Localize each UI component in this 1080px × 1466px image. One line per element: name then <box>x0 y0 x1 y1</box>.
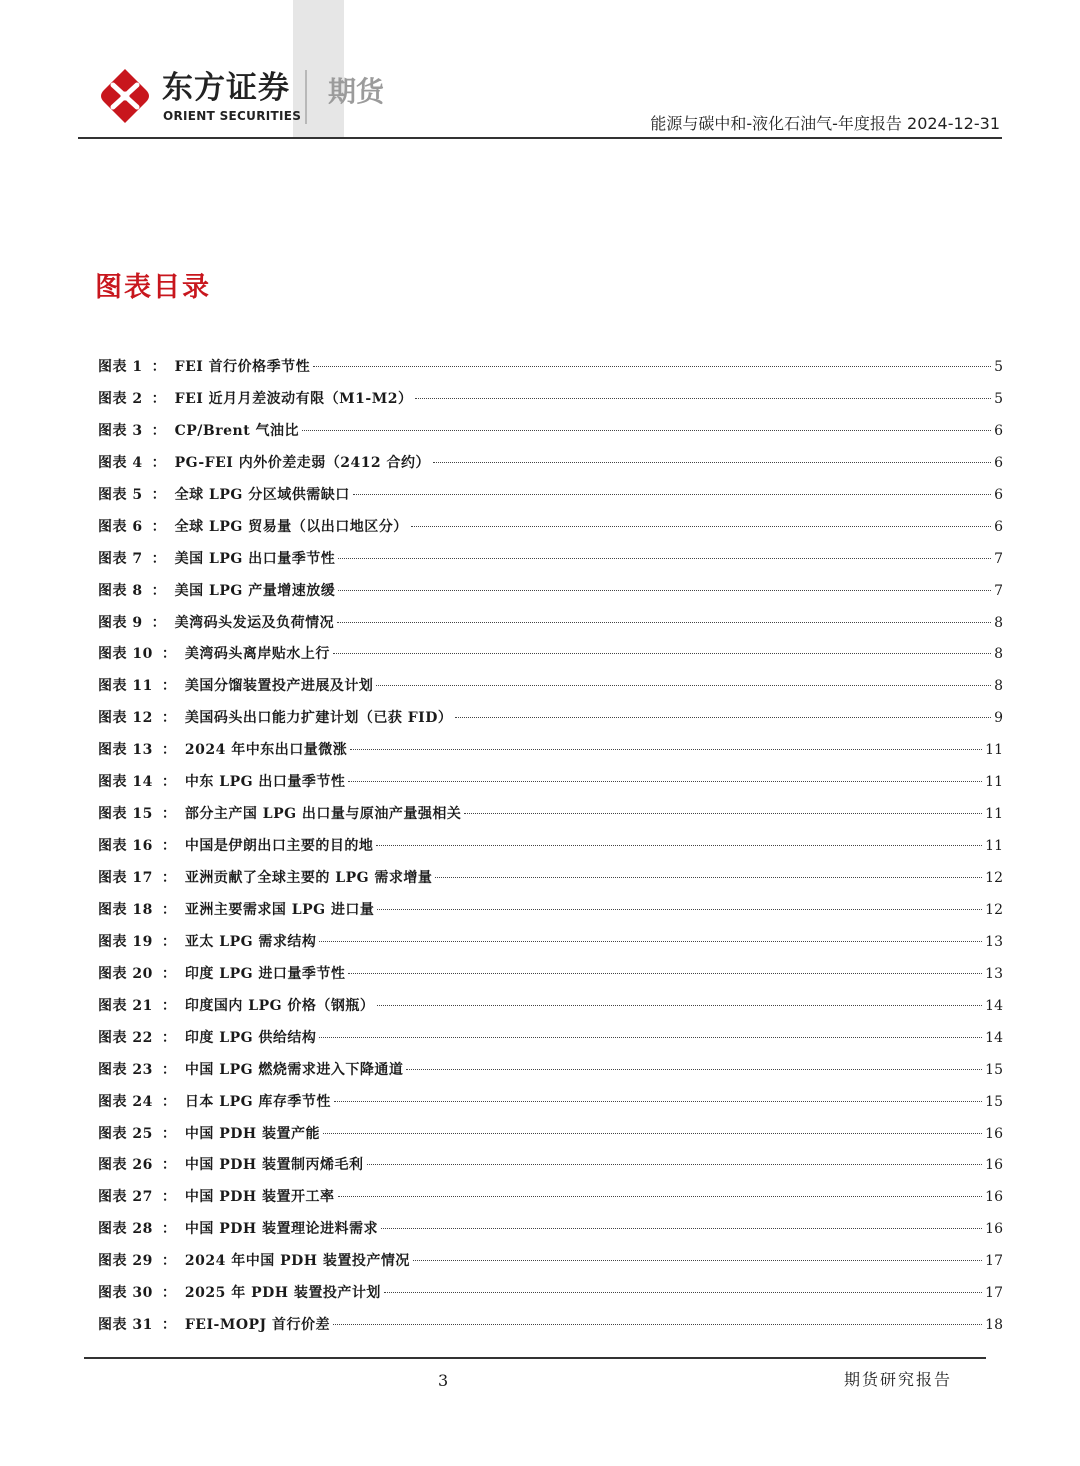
toc-entry[interactable] <box>98 1277 1003 1309</box>
toc-entry-title: 印度 LPG 进口量季节性 <box>184 965 346 982</box>
toc-entry-page: 11 <box>985 742 1003 759</box>
toc-entry-title: 2024 年中国 PDH 装置投产情况 <box>184 1253 410 1270</box>
toc-entry-separator: ： <box>161 710 176 727</box>
toc-entry-label: 图表 5 <box>98 486 143 503</box>
toc-entry-title: 中东 LPG 出口量季节性 <box>184 774 346 791</box>
brand-name-cn: 东方证券 <box>162 70 290 106</box>
toc-entry-page: 6 <box>994 422 1003 439</box>
toc-entry[interactable] <box>98 415 1003 447</box>
toc-entry-separator: ： <box>161 742 176 759</box>
toc-entry-title: 美湾码头离岸贴水上行 <box>184 646 330 663</box>
toc-entry[interactable] <box>98 511 1003 543</box>
toc-entry-title: FEI-MOPJ 首行价差 <box>184 1317 331 1334</box>
toc-entry-title: 印度 LPG 供给结构 <box>184 1029 317 1046</box>
toc-entry-page: 16 <box>985 1125 1003 1142</box>
toc-entry[interactable] <box>98 447 1003 479</box>
toc-leader-dots <box>319 1037 982 1038</box>
toc-leader-dots <box>411 526 991 527</box>
toc-entry-title: 中国是伊朗出口主要的目的地 <box>184 838 374 855</box>
toc-leader-dots <box>367 1164 983 1165</box>
toc-entry[interactable] <box>98 479 1003 511</box>
toc-entry-label: 图表 14 <box>98 774 153 791</box>
toc-entry[interactable] <box>98 1213 1003 1245</box>
toc-entry-page: 14 <box>985 997 1003 1014</box>
toc-entry-page: 5 <box>994 359 1003 375</box>
toc-entry-title: 中国 PDH 装置开工率 <box>184 1189 335 1206</box>
toc-entry-separator: ： <box>151 518 166 535</box>
toc-entry-label: 图表 25 <box>98 1125 153 1142</box>
toc-entry-separator: ： <box>151 390 166 407</box>
toc-leader-dots <box>464 813 982 814</box>
toc-entry-page: 9 <box>994 710 1003 727</box>
toc-leader-dots <box>433 462 991 463</box>
brand-name-en: ORIENT SECURITIES <box>163 109 302 123</box>
toc-entry-label: 图表 15 <box>98 806 153 823</box>
toc-entry-label: 图表 2 <box>98 390 143 407</box>
toc-entry-label: 图表 13 <box>98 742 153 759</box>
toc-entry-label: 图表 4 <box>98 454 143 471</box>
toc-entry-title: 美湾码头发运及负荷情况 <box>174 614 335 631</box>
toc-leader-dots <box>348 973 982 974</box>
toc-entry[interactable] <box>98 383 1003 415</box>
toc-entry-page: 8 <box>994 646 1003 663</box>
toc-entry-separator: ： <box>151 454 166 471</box>
toc-leader-dots <box>384 1292 982 1293</box>
toc-entry-label: 图表 20 <box>98 965 153 982</box>
toc-entry-label: 图表 31 <box>98 1317 153 1334</box>
toc-entry-title: FEI 首行价格季节性 <box>174 359 311 375</box>
toc-leader-dots <box>376 685 991 686</box>
toc-entry-title: 美国 LPG 出口量季节性 <box>174 550 336 567</box>
toc-entry-separator: ： <box>161 1029 176 1046</box>
toc-entry[interactable] <box>98 1086 1003 1118</box>
toc-entry-page: 17 <box>985 1285 1003 1302</box>
toc-leader-dots <box>333 1324 982 1325</box>
toc-entry-label: 图表 28 <box>98 1221 153 1238</box>
toc-entry-label: 图表 18 <box>98 901 153 918</box>
toc-entry-title: 亚太 LPG 需求结构 <box>184 933 317 950</box>
toc-entry-title: 亚洲主要需求国 LPG 进口量 <box>184 901 375 918</box>
toc-entry-page: 6 <box>994 454 1003 471</box>
toc-entry-label: 图表 24 <box>98 1093 153 1110</box>
header-rule <box>78 137 1002 139</box>
toc-entry-separator: ： <box>161 965 176 982</box>
toc-entry-title: CP/Brent 气油比 <box>174 422 300 439</box>
toc-leader-dots <box>323 1133 982 1134</box>
toc-entry-label: 图表 6 <box>98 518 143 535</box>
toc-entry-label: 图表 11 <box>98 678 153 695</box>
toc-entry[interactable] <box>98 543 1003 575</box>
toc-entry-page: 8 <box>994 614 1003 631</box>
toc-entry[interactable] <box>98 894 1003 926</box>
toc-leader-dots <box>338 590 991 591</box>
toc-entry[interactable] <box>98 830 1003 862</box>
toc-entry-label: 图表 19 <box>98 933 153 950</box>
toc-entry-title: 美国 LPG 产量增速放缓 <box>174 582 336 599</box>
toc-entry-separator: ： <box>161 1253 176 1270</box>
toc-entry-title: 日本 LPG 库存季节性 <box>184 1093 331 1110</box>
toc-entry-label: 图表 3 <box>98 422 143 439</box>
toc-entry-page: 7 <box>994 582 1003 599</box>
toc-entry-title: 全球 LPG 贸易量（以出口地区分） <box>174 518 408 535</box>
toc-entry-page: 16 <box>985 1157 1003 1174</box>
brand-divider <box>305 70 307 124</box>
toc-entry-page: 11 <box>985 838 1003 855</box>
toc-entry-separator: ： <box>161 1093 176 1110</box>
toc-list <box>98 351 1003 1341</box>
toc-entry-page: 6 <box>994 486 1003 503</box>
toc-entry-title: 美国分馏装置投产进展及计划 <box>184 678 374 695</box>
toc-entry[interactable] <box>98 575 1003 607</box>
toc-entry-page: 18 <box>985 1317 1003 1334</box>
toc-leader-dots <box>319 941 982 942</box>
toc-entry-title: 中国 PDH 装置产能 <box>184 1125 321 1142</box>
toc-entry[interactable] <box>98 351 1003 383</box>
toc-entry-separator: ： <box>151 582 166 599</box>
toc-entry[interactable] <box>98 1149 1003 1181</box>
toc-entry-label: 图表 29 <box>98 1253 153 1270</box>
toc-entry[interactable] <box>98 1181 1003 1213</box>
toc-entry-page: 15 <box>985 1093 1003 1110</box>
toc-entry-separator: ： <box>161 901 176 918</box>
toc-leader-dots <box>313 366 991 367</box>
toc-entry-title: 印度国内 LPG 价格（钢瓶） <box>184 997 375 1014</box>
toc-leader-dots <box>381 1228 982 1229</box>
toc-entry-title: 中国 PDH 装置制丙烯毛利 <box>184 1157 364 1174</box>
toc-entry-label: 图表 21 <box>98 997 153 1014</box>
toc-entry-label: 图表 16 <box>98 838 153 855</box>
toc-entry[interactable] <box>98 1118 1003 1150</box>
toc-entry-label: 图表 17 <box>98 870 153 886</box>
toc-entry-page: 12 <box>985 901 1003 918</box>
toc-entry-title: FEI 近月月差波动有限（M1-M2） <box>174 390 413 407</box>
toc-entry-label: 图表 30 <box>98 1285 153 1302</box>
toc-entry-title: 全球 LPG 分区域供需缺口 <box>174 486 350 503</box>
toc-entry-separator: ： <box>161 1125 176 1142</box>
report-title: 能源与碳中和-液化石油气-年度报告 2024-12-31 <box>650 114 1000 133</box>
toc-leader-dots <box>377 1005 982 1006</box>
toc-entry[interactable] <box>98 734 1003 766</box>
toc-entry[interactable] <box>98 702 1003 734</box>
toc-entry-label: 图表 9 <box>98 614 143 631</box>
toc-leader-dots <box>338 1196 983 1197</box>
toc-leader-dots <box>337 622 991 623</box>
toc-leader-dots <box>415 398 991 399</box>
toc-entry-title: 美国码头出口能力扩建计划（已获 FID） <box>184 710 453 727</box>
toc-leader-dots <box>348 781 982 782</box>
toc-entry-page: 15 <box>985 1061 1003 1078</box>
toc-entry-separator: ： <box>151 359 166 375</box>
toc-leader-dots <box>350 749 982 750</box>
toc-leader-dots <box>338 558 991 559</box>
brand-sub-label: 期货 <box>328 75 385 108</box>
toc-entry-page: 16 <box>985 1221 1003 1238</box>
toc-leader-dots <box>377 909 982 910</box>
toc-entry[interactable] <box>98 958 1003 990</box>
toc-leader-dots <box>435 877 982 878</box>
toc-leader-dots <box>334 1101 982 1102</box>
toc-leader-dots <box>302 430 991 431</box>
toc-entry[interactable] <box>98 1022 1003 1054</box>
toc-entry-label: 图表 26 <box>98 1157 153 1174</box>
toc-entry-title: PG-FEI 内外价差走弱（2412 合约） <box>174 454 431 471</box>
toc-heading: 图表目录 <box>95 272 211 303</box>
toc-entry[interactable] <box>98 862 1003 894</box>
toc-entry-page: 11 <box>985 774 1003 791</box>
toc-leader-dots <box>455 717 991 718</box>
toc-entry-page: 6 <box>994 518 1003 535</box>
toc-entry[interactable] <box>98 638 1003 670</box>
toc-entry[interactable] <box>98 1309 1003 1341</box>
toc-entry[interactable] <box>98 926 1003 958</box>
toc-entry-separator: ： <box>161 1157 176 1174</box>
toc-entry[interactable] <box>98 990 1003 1022</box>
toc-entry-separator: ： <box>161 838 176 855</box>
toc-entry-label: 图表 22 <box>98 1029 153 1046</box>
toc-entry-title: 2025 年 PDH 装置投产计划 <box>184 1285 381 1302</box>
toc-entry-page: 11 <box>985 806 1003 823</box>
toc-leader-dots <box>353 494 991 495</box>
toc-entry-separator: ： <box>161 870 176 886</box>
toc-leader-dots <box>376 845 982 846</box>
toc-entry[interactable] <box>98 798 1003 830</box>
toc-entry-page: 17 <box>985 1253 1003 1270</box>
toc-entry-separator: ： <box>161 1221 176 1238</box>
footer-label: 期货研究报告 <box>843 1370 952 1389</box>
toc-entry[interactable] <box>98 766 1003 798</box>
toc-leader-dots <box>406 1069 982 1070</box>
orient-securities-logo-icon <box>98 66 152 126</box>
toc-entry-separator: ： <box>151 550 166 567</box>
toc-entry-page: 13 <box>985 965 1003 982</box>
toc-entry-title: 部分主产国 LPG 出口量与原油产量强相关 <box>184 806 462 823</box>
toc-entry-label: 图表 7 <box>98 550 143 567</box>
toc-entry-label: 图表 10 <box>98 646 153 663</box>
toc-entry[interactable] <box>98 670 1003 702</box>
toc-entry-page: 12 <box>985 870 1003 886</box>
toc-entry-label: 图表 27 <box>98 1189 153 1206</box>
toc-entry-label: 图表 23 <box>98 1061 153 1078</box>
toc-entry-separator: ： <box>151 486 166 503</box>
toc-entry-page: 5 <box>994 390 1003 407</box>
toc-entry-separator: ： <box>161 933 176 950</box>
toc-entry-separator: ： <box>161 1061 176 1078</box>
page-number: 3 <box>438 1371 449 1390</box>
toc-leader-dots <box>413 1260 982 1261</box>
toc-entry-page: 14 <box>985 1029 1003 1046</box>
toc-entry-page: 16 <box>985 1189 1003 1206</box>
toc-entry-separator: ： <box>151 614 166 631</box>
toc-entry-page: 8 <box>994 678 1003 695</box>
toc-entry-separator: ： <box>161 997 176 1014</box>
toc-entry[interactable] <box>98 1245 1003 1277</box>
toc-entry-separator: ： <box>161 1285 176 1302</box>
toc-entry-page: 13 <box>985 933 1003 950</box>
toc-entry-title: 2024 年中东出口量微涨 <box>184 742 348 759</box>
toc-entry-label: 图表 12 <box>98 710 153 727</box>
footer-rule <box>84 1357 986 1359</box>
toc-entry-separator: ： <box>151 422 166 439</box>
toc-entry-separator: ： <box>161 678 176 695</box>
toc-entry-separator: ： <box>161 646 176 663</box>
toc-entry[interactable] <box>98 1054 1003 1086</box>
toc-entry-separator: ： <box>161 1189 176 1206</box>
toc-entry-separator: ： <box>161 774 176 791</box>
toc-entry-label: 图表 8 <box>98 582 143 599</box>
toc-entry-separator: ： <box>161 806 176 823</box>
toc-entry-separator: ： <box>161 1317 176 1334</box>
toc-entry[interactable] <box>98 607 1003 639</box>
toc-entry-page: 7 <box>994 550 1003 567</box>
toc-entry-title: 亚洲贡献了全球主要的 LPG 需求增量 <box>184 870 433 886</box>
toc-entry-title: 中国 LPG 燃烧需求进入下降通道 <box>184 1061 404 1078</box>
toc-leader-dots <box>333 653 991 654</box>
toc-entry-title: 中国 PDH 装置理论进料需求 <box>184 1221 379 1238</box>
toc-entry-label: 图表 1 <box>98 359 143 375</box>
